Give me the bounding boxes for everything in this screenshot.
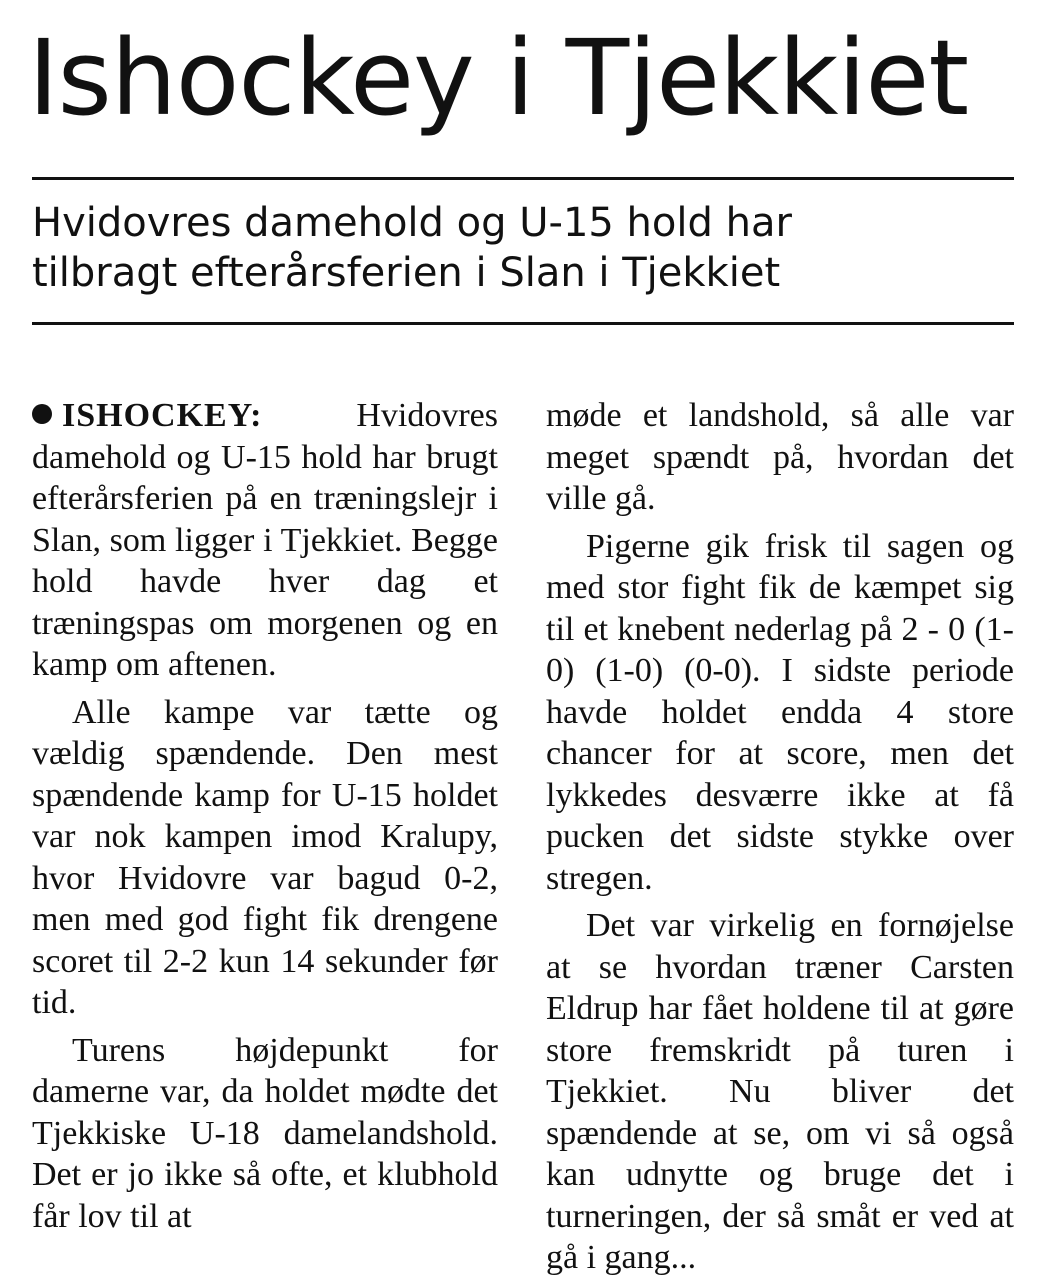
paragraph: møde et landshold, så alle var meget spændt på, hvordan det ville gå. (546, 397, 1014, 517)
headline: Ishockey i Tjekkiet (28, 17, 969, 139)
paragraph: Alle kampe var tætte og vældig spændende. Den mest spændende kamp for U-15 holdet var nok kampen imod Kralupy, hvor Hvidovre var bagud 0-2, men med god fight fik drengene scoret til 2-2 kun 14 sekunder før tid. (32, 693, 498, 1021)
section-kicker: ISHOCKEY: (62, 397, 263, 434)
subheadline-line-2: tilbragt efterårsferien i Slan i Tjekkiet (32, 250, 781, 296)
bullet-icon (32, 404, 52, 424)
top-divider (32, 177, 1014, 180)
left-column (32, 395, 498, 1237)
subheadline-line-1: Hvidovres damehold og U-15 hold har (32, 200, 792, 246)
lead-paragraph-text: Hvidovres damehold og U-15 hold har brugt efterårsferien på en træningslejr i Slan, som ligger i Tjekkiet. Begge hold havde hver dag et træningspas om morgenen og en kamp om aftenen. (32, 397, 498, 683)
subheadline (32, 198, 1014, 298)
paragraph: Det var virkelig en fornøjelse at se hvordan træner Carsten Eldrup har fået holdene til at gøre store fremskridt på turen i Tjekkiet. Nu bliver det spændende at se, om vi så også kan udnytte og bruge det i turneringen, der så småt er ved at gå i gang... (546, 907, 1014, 1276)
bottom-divider (32, 322, 1014, 325)
paragraph: Turens højdepunkt for damerne var, da holdet mødte det Tjekkiske U-18 damelandshold. Det er jo ikke så ofte, et klubhold får lov til at (32, 1031, 498, 1235)
paragraph: Pigerne gik frisk til sagen og med stor fight fik de kæmpet sig til et knebent nederlag på 2 - 0 (1-0) (1-0) (0-0). I sidste periode havde holdet endda 4 store chancer for at score, men det lykkedes desværre ikke at få pucken det sidste stykke over stregen. (546, 527, 1014, 897)
right-column (546, 395, 1014, 1279)
lead-paragraph (32, 395, 498, 686)
